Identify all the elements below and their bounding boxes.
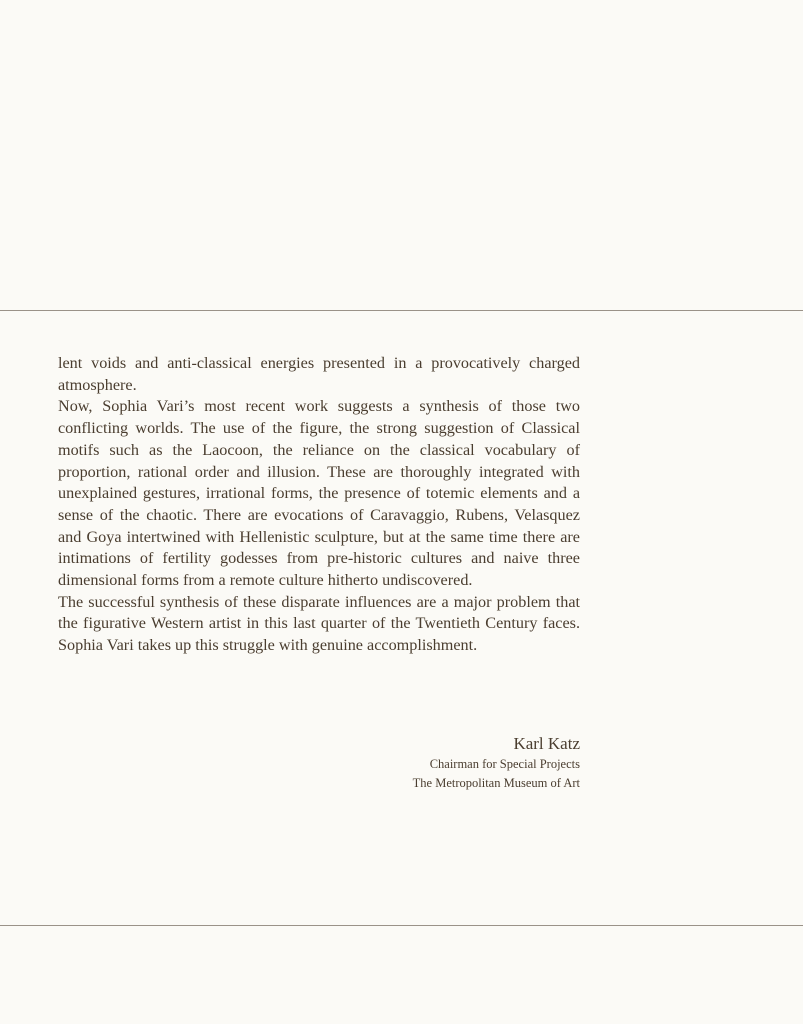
paragraph-1: lent voids and anti-classical energies presented in a provocatively charged atmosphere. xyxy=(58,354,580,394)
signatory-organization: The Metropolitan Museum of Art xyxy=(412,776,580,790)
signature-block xyxy=(413,733,580,793)
paragraph-2: Now, Sophia Vari’s most recent work suggests a synthesis of those two conflicting worlds. The use of the figure, the strong suggestion of Classical motifs such as the Laocoon, the reliance on the classical vocabulary of proportion, rational order and illusion. These are thoroughly integrated with unexplained gestures, irrational forms, the presence of totemic elements and a sense of the chaotic. There are evocations of Caravaggio, Rubens, Velasquez and Goya intertwined with Hellenistic sculpture, but at the same time there are intimations of fertility godesses from pre-historic cultures and naive three dimensional forms from a remote culture hitherto undiscovered. xyxy=(58,397,580,590)
paragraph-3: The successful synthesis of these disparate influences are a major problem that the figurative Western artist in this last quarter of the Twentieth Century faces. Sophia Vari takes up this struggle with genuine accomplishment. xyxy=(58,592,580,655)
fold-line-top xyxy=(0,310,803,311)
fold-line-bottom xyxy=(0,925,803,926)
signatory-name: Karl Katz xyxy=(513,734,580,753)
letter-body xyxy=(58,353,580,657)
signatory-title: Chairman for Special Projects xyxy=(429,757,580,771)
